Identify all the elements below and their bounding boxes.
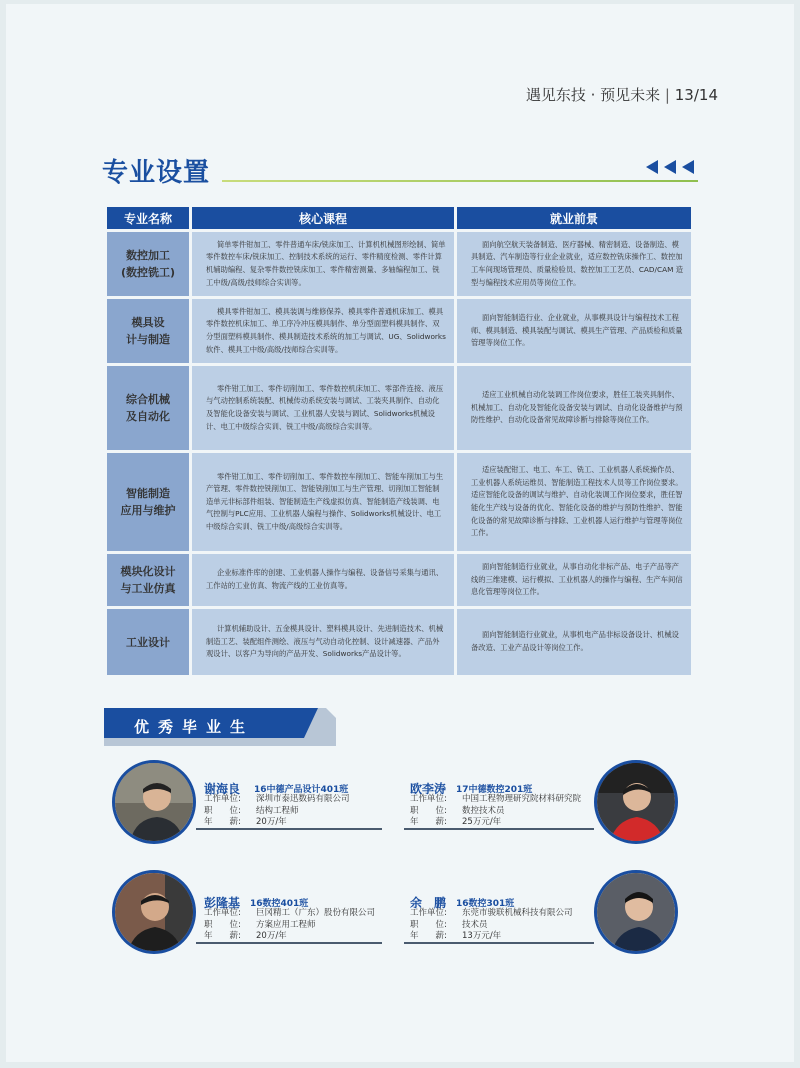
graduate-name: 谢海良 — [204, 782, 241, 796]
graduate-company: 中国工程物理研究院材料研究院 — [462, 794, 582, 804]
table-row — [107, 366, 691, 450]
core-courses: 计算机辅助设计、五金模具设计、塑料模具设计、先进制造技术、机械制造工艺、装配组件测绘、液压与气动自动化控制、设计减速器、产品外观设计、以客户为导向的产品开发、Solidworks产品设计等。 — [192, 609, 454, 675]
table-row — [107, 299, 691, 363]
graduate-company: 东莞市骏联机械科技有限公司 — [462, 908, 573, 918]
position-label: 职 位: — [204, 805, 241, 816]
career-prospects: 面向智能制造行业就业，从事自动化非标产品、电子产品等产线的三维建模、运行模拟、工业机器人的操作与编程、生产车间信息化管理等岗位工作。 — [457, 554, 691, 606]
header-core-courses: 核心课程 — [192, 207, 454, 229]
graduate-company: 巨冈精工（广东）股份有限公司 — [256, 908, 376, 918]
major-name: 工业设计 — [107, 609, 189, 675]
graduate-position: 技术员 — [462, 919, 488, 930]
table-row — [107, 554, 691, 606]
header-separator: | — [664, 86, 670, 104]
arrow-decoration-icon — [646, 160, 696, 174]
position-label: 职 位: — [410, 919, 447, 930]
table-row — [107, 232, 691, 296]
graduate-name: 欧李涛 — [410, 782, 447, 796]
graduate-avatar — [112, 760, 196, 844]
graduate-position: 数控技术员 — [462, 805, 505, 816]
graduate-info — [410, 908, 573, 943]
table-row — [107, 609, 691, 675]
career-prospects: 适应工业机械自动化装调工作岗位要求，胜任工装夹具制作、机械加工、自动化及智能化设备安装与调试、自动化设备维护与预防性维护、自动化设备常见故障诊断与排除等岗位工作。 — [457, 366, 691, 450]
graduate-name: 彭隆基 — [204, 896, 241, 910]
header-major-name: 专业名称 — [107, 207, 189, 229]
core-courses: 零件钳工加工、零件切削加工、零件数控机床加工、零部件连接、液压与气动控制系统装配、机械传动系统安装与调试、工装夹具制作、自动化及智能化设备安装与调试、工业机器人安装与调试、Solidworks机械设计、电工中级综合实训、铣工中级/高级综合实训等。 — [192, 366, 454, 450]
core-courses: 简单零件钳加工、零件普通车床/铣床加工、计算机机械图形绘制、简单零件数控车床/铣床加工、控制技术系统的运行、零件精度检测、零件计算机辅助编程、复杂零件数控铣床加工、零件精密测量、多轴编程加工、铣工中级/高级/技师综合实训等。 — [192, 232, 454, 296]
graduate-name: 余 鹏 — [410, 896, 447, 910]
graduate-salary: 20万/年 — [256, 817, 287, 827]
career-prospects: 面向智能制造行业就业，从事机电产品非标设备设计、机械设备改造、工业产品设计等岗位工作。 — [457, 609, 691, 675]
graduate-company: 深圳市泰迅数码有限公司 — [256, 794, 350, 804]
major-name: 模具设 计与制造 — [107, 299, 189, 363]
slogan: 遇见东技 · 预见未来 — [525, 86, 661, 104]
major-name: 模块化设计 与工业仿真 — [107, 554, 189, 606]
graduate-class: 16中德产品设计401班 — [254, 785, 349, 795]
salary-label: 年 薪: — [410, 817, 447, 827]
graduate-salary: 13万元/年 — [462, 931, 502, 941]
company-label: 工作单位: — [410, 794, 447, 804]
major-name: 数控加工 (数控铣工) — [107, 232, 189, 296]
page-header — [526, 84, 718, 105]
major-name: 综合机械 及自动化 — [107, 366, 189, 450]
table-row — [107, 453, 691, 551]
position-label: 职 位: — [204, 919, 241, 930]
graduate-salary: 20万/年 — [256, 931, 287, 941]
graduate-position: 方案应用工程师 — [256, 919, 316, 930]
table-header-row — [107, 207, 691, 229]
career-prospects: 适应装配钳工、电工、车工、铣工、工业机器人系统操作员、工业机器人系统运维员、智能制造工程技术人员等工作岗位要求。适应智能化设备的调试与维护、自动化装调工作岗位要求，胜任智能化生产线与设备的优化、智能化设备的维护与预防性维护、智能化设备的常见故障诊断与排除、工业机器人运行维护与管理等岗位工作。 — [457, 453, 691, 551]
graduate-info — [410, 794, 581, 829]
graduate-class: 17中德数控201班 — [456, 785, 533, 795]
core-courses: 企业标准件库的创建、工业机器人操作与编程、设备信号采集与通讯、工作站的工业仿真、物流产线的工业仿真等。 — [192, 554, 454, 606]
major-name: 智能制造 应用与维护 — [107, 453, 189, 551]
graduate-info — [204, 794, 350, 829]
graduate-position: 结构工程师 — [256, 805, 299, 816]
core-courses: 模具零件钳加工、模具装调与维修保养、模具零件普通机床加工、模具零件数控机床加工、单工序冷冲压模具制作、单分型面塑料模具制作、双分型面塑料模具制作、模具制造技术系统的加工与调试、UG、Solidworks软件、模具工中级/高级/技师综合实训等。 — [192, 299, 454, 363]
graduate-avatar — [594, 870, 678, 954]
majors-table — [104, 204, 694, 678]
header-career-prospects: 就业前景 — [457, 207, 691, 229]
graduate-class: 16数控301班 — [456, 899, 515, 909]
graduate-class: 16数控401班 — [250, 899, 309, 909]
career-prospects: 面向航空航天装备制造、医疗器械、精密制造、设备制造、模具制造、汽车制造等行业企业就业，适应数控铣床操作工、数控加工车间现场管理员、质量检验员、数控加工工艺员、CAD/CAM 造型与编程技术应用员等岗位工作。 — [457, 232, 691, 296]
graduate-salary: 25万元/年 — [462, 817, 502, 827]
salary-label: 年 薪: — [204, 817, 241, 827]
page-number: 13/14 — [674, 86, 718, 104]
graduate-info — [204, 908, 375, 943]
salary-label: 年 薪: — [410, 931, 447, 941]
position-label: 职 位: — [410, 805, 447, 816]
company-label: 工作单位: — [410, 908, 447, 918]
graduate-avatar — [594, 760, 678, 844]
core-courses: 零件钳工加工、零件切削加工、零件数控车削加工、智能车削加工与生产管理、零件数控铣削加工、智能铣削加工与生产管理、切削加工智能制造单元非标部件组装、智能制造生产线虚拟仿真、智能制造产线装调、电气控制与PLC应用、工业机器人编程与操作、Solidworks机械设计、电工中级综合实训、铣工中级/高级综合实训等。 — [192, 453, 454, 551]
career-prospects: 面向智能制造行业、企业就业，从事模具设计与编程技术工程师、模具制造、模具装配与调试、模具生产管理、产品质检和质量管理等岗位工作。 — [457, 299, 691, 363]
company-label: 工作单位: — [204, 908, 241, 918]
graduate-avatar — [112, 870, 196, 954]
company-label: 工作单位: — [204, 794, 241, 804]
salary-label: 年 薪: — [204, 931, 241, 941]
title-underline — [222, 180, 698, 182]
graduates-title: 优秀毕业生 — [134, 718, 255, 736]
section-title: 专业设置 — [102, 158, 211, 188]
